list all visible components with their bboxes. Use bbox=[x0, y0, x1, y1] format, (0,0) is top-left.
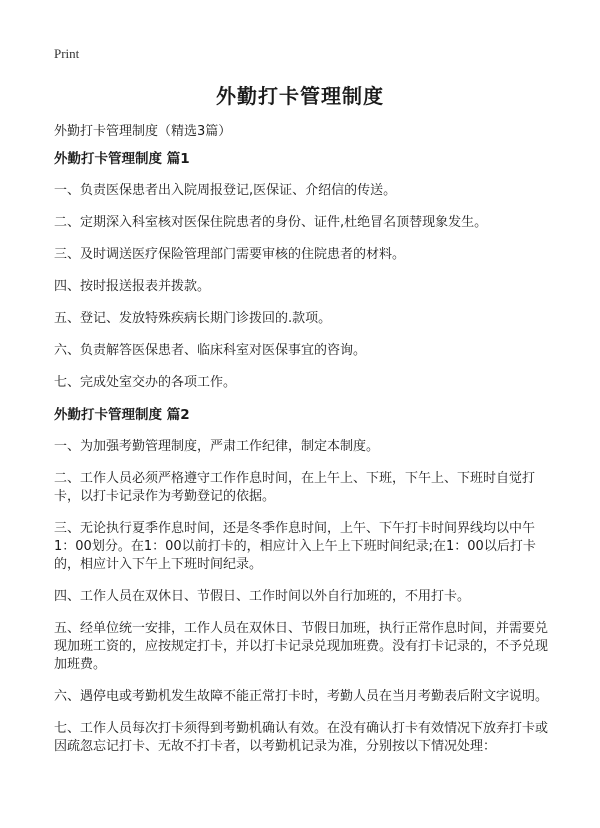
section-2-heading: 外勤打卡管理制度 篇2 bbox=[54, 407, 190, 423]
paragraph: 四、按时报送报表并拨款。 bbox=[54, 279, 211, 294]
paragraph: 一、负责医保患者出入院周报登记,医保证、介绍信的传送。 bbox=[54, 183, 397, 198]
paragraph: 三、及时调送医疗保险管理部门需要审核的住院患者的材料。 bbox=[54, 247, 406, 262]
paragraph: 五、登记、发放特殊疾病长期门诊拨回的.款项。 bbox=[54, 311, 332, 326]
paragraph: 七、完成处室交办的各项工作。 bbox=[54, 375, 237, 390]
paragraph: 一、为加强考勤管理制度，严肃工作纪律，制定本制度。 bbox=[54, 439, 380, 454]
subtitle: 外勤打卡管理制度（精选3篇） bbox=[54, 124, 232, 139]
paragraph: 四、工作人员在双休日、节假日、工作时间以外自行加班的，不用打卡。 bbox=[54, 589, 471, 604]
page-title: 外勤打卡管理制度 bbox=[216, 84, 384, 108]
paragraph: 三、无论执行夏季作息时间，还是冬季作息时间，上午、下午打卡时间界线均以中午1：00划分。在1：00以前打卡的，相应计入上午上下班时间纪录;在1：00以后打卡的，相应计入下午上下班时间纪录。 bbox=[54, 521, 536, 572]
print-label[interactable]: Print bbox=[54, 46, 80, 61]
paragraph: 二、定期深入科室核对医保住院患者的身份、证件,杜绝冒名顶替现象发生。 bbox=[54, 215, 488, 230]
paragraph: 二、工作人员必须严格遵守工作作息时间，在上午上、下班，下午上、下班时自觉打卡，以打卡记录作为考勤登记的依据。 bbox=[54, 471, 536, 504]
paragraph: 六、负责解答医保患者、临床科室对医保事宜的咨询。 bbox=[54, 343, 367, 358]
document-body bbox=[54, 150, 554, 770]
paragraph: 五、经单位统一安排，工作人员在双休日、节假日加班，执行正常作息时间，并需要兑现加班工资的，应按规定打卡，并以打卡记录兑现加班费。没有打卡记录的，不予兑现加班费。 bbox=[54, 621, 549, 672]
section-1-heading: 外勤打卡管理制度 篇1 bbox=[54, 151, 190, 167]
paragraph: 六、遇停电或考勤机发生故障不能正常打卡时，考勤人员在当月考勤表后附文字说明。 bbox=[54, 689, 549, 704]
paragraph: 七、工作人员每次打卡须得到考勤机确认有效。在没有确认打卡有效情况下放弃打卡或因疏忽忘记打卡、无故不打卡者，以考勤机记录为准，分别按以下情况处理： bbox=[54, 721, 549, 754]
